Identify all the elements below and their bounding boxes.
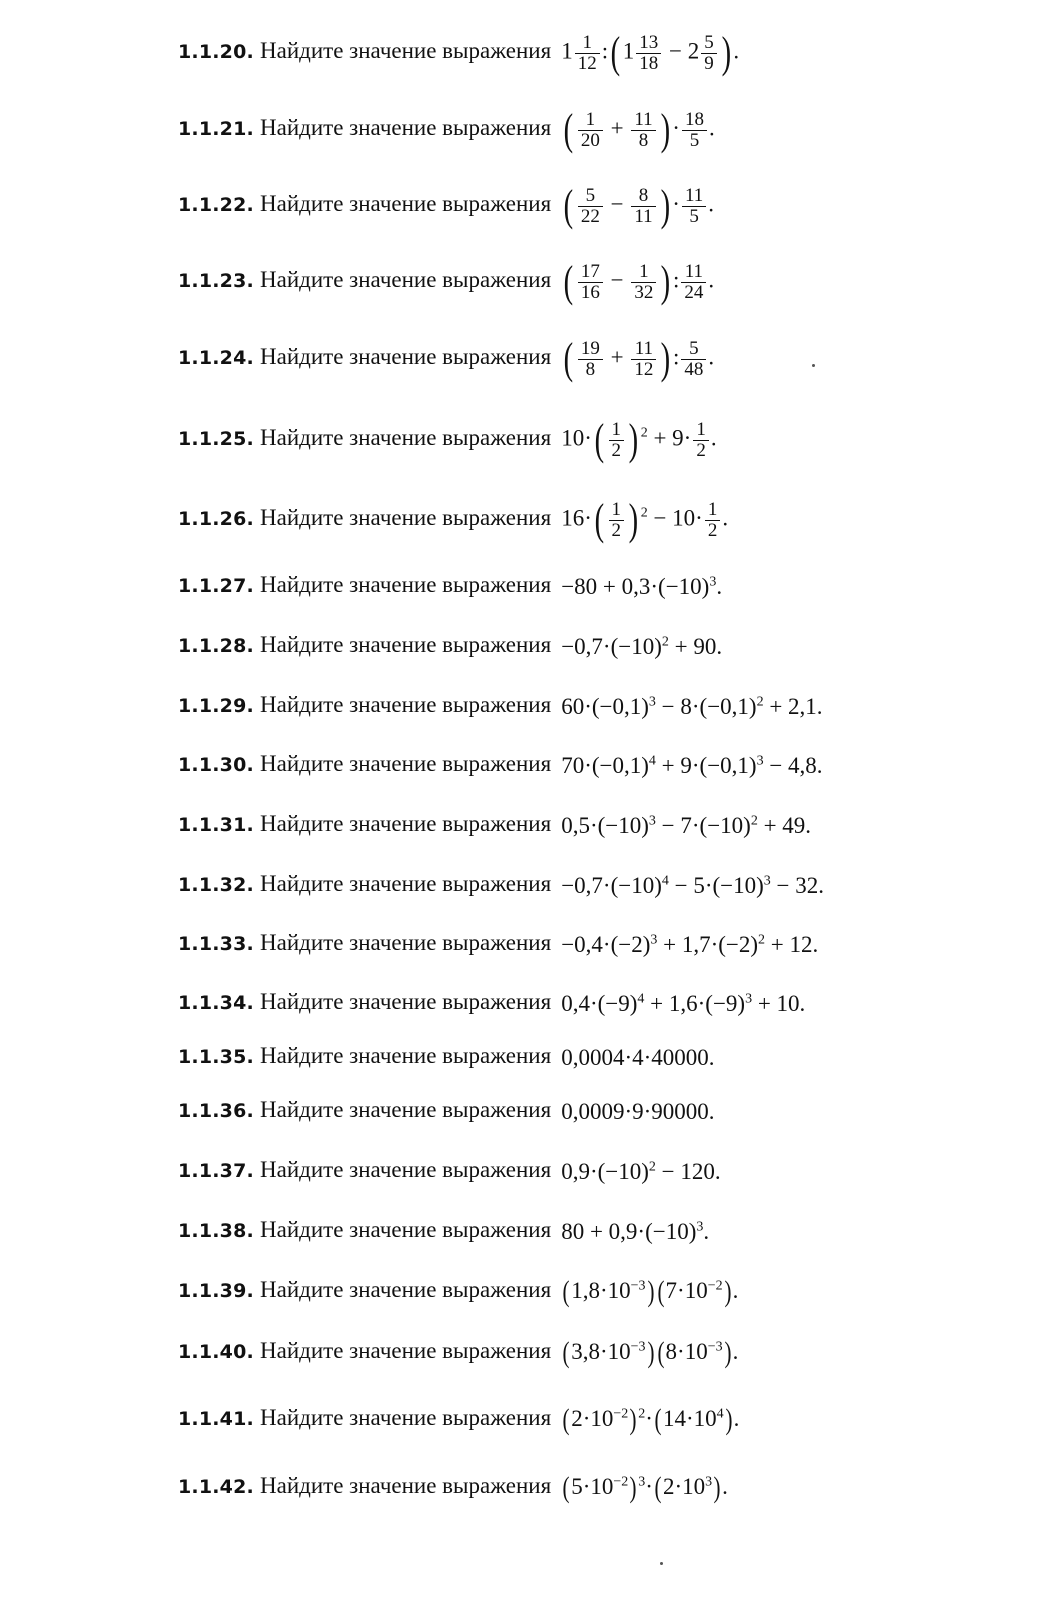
problem-1-1-37 [178,1155,721,1187]
problem-prompt: Найдите значение выражения [260,572,552,597]
problem-1-1-30 [178,749,823,781]
problem-prompt: Найдите значение выражения [260,425,552,451]
problem-number: 1.1.24. [178,347,254,370]
problem-prompt: Найдите значение выражения [260,267,552,293]
problem-number: 1.1.37. [178,1160,254,1182]
expression: $(3,8\cdot 10^{-3})$ $(8\cdot 10^{-3})$. [562,1336,739,1370]
problem-prompt: Найдите значение выражения [260,1157,552,1182]
expression: 1 $\frac{1}{12}$ :( 1 $\frac{13}{18}$ − 2 $\frac{5}{9}$ ) . [561,28,740,77]
problem-1-1-25 [178,415,717,464]
expression: ( $\frac{19}{8}$ + $\frac{11}{12}$ ) : $\frac{5}{48}$ . [563,334,715,383]
expression: 0,0009·9·90000. [561,1098,715,1124]
problem-prompt: Найдите значение выражения [260,344,552,370]
expression: $60\cdot(-0,1)^3 - 8\cdot(-0,1)^2 + 2,1$. [561,693,823,719]
problem-1-1-34 [178,987,805,1019]
problem-1-1-33 [178,928,818,960]
expression: $-80 + 0,3\cdot(-10)^3$. [561,573,723,599]
expression: 0,0004·4·40000. [561,1044,715,1070]
problem-prompt: Найдите значение выражения [260,871,552,896]
problem-1-1-28 [178,630,722,662]
problem-number: 1.1.39. [178,1280,254,1302]
problem-prompt: Найдите значение выражения [260,1277,552,1302]
expression: $(5\cdot 10^{-2})$ $^3\cdot(2\cdot 10^3)$. [562,1471,728,1505]
problem-prompt: Найдите значение выражения [260,115,552,141]
problem-prompt: Найдите значение выражения [260,811,552,836]
expression: $-0,4\cdot(-2)^3 + 1,7\cdot(-2)^2 + 12$. [561,931,819,957]
scan-speck [812,364,815,367]
expression: $0,5\cdot(-10)^3 - 7\cdot(-10)^2 + 49$. [561,812,812,838]
expression: $(2\cdot 10^{-2})$ $^2\cdot(14\cdot 10^4)$. [562,1403,740,1437]
problem-1-1-29 [178,690,823,722]
problem-prompt: Найдите значение выражения [260,692,552,717]
problem-1-1-41 [178,1403,739,1435]
problem-number: 1.1.29. [178,695,254,717]
problem-number: 1.1.36. [178,1100,254,1122]
problem-number: 1.1.25. [178,428,254,451]
problem-number: 1.1.42. [178,1476,254,1498]
expression: ( $\frac{5}{22}$ − $\frac{8}{11}$ ) · $\frac{11}{5}$ . [563,181,715,230]
problem-prompt: Найдите значение выражения [260,1217,552,1242]
problem-1-1-27 [178,570,722,602]
problem-number: 1.1.26. [178,508,254,531]
problem-1-1-35 [178,1041,715,1073]
problem-number: 1.1.28. [178,635,254,657]
problem-number: 1.1.22. [178,194,254,217]
problem-number: 1.1.34. [178,992,254,1014]
problem-prompt: Найдите значение выражения [260,191,552,217]
problem-prompt: Найдите значение выражения [260,989,552,1014]
problem-number: 1.1.35. [178,1046,254,1068]
problem-number: 1.1.31. [178,814,254,836]
expression: $0,4\cdot(-9)^4 + 1,6\cdot(-9)^3 + 10$. [561,990,806,1016]
problem-prompt: Найдите значение выражения [260,505,552,531]
problem-1-1-42 [178,1471,728,1503]
problem-number: 1.1.30. [178,754,254,776]
expression: $-0,7\cdot(-10)^4 - 5\cdot(-10)^3 - 32$. [561,872,825,898]
expression: $80 + 0,9\cdot(-10)^3$. [561,1218,710,1244]
problem-number: 1.1.21. [178,118,254,141]
problem-number: 1.1.41. [178,1408,254,1430]
problem-1-1-36 [178,1095,715,1127]
problem-prompt: Найдите значение выражения [260,38,552,64]
problem-1-1-23 [178,257,715,306]
problem-1-1-20 [178,28,740,77]
problem-1-1-40 [178,1336,738,1368]
problem-number: 1.1.33. [178,933,254,955]
problem-prompt: Найдите значение выражения [260,1473,552,1498]
expression: $0,9\cdot(-10)^2 - 120$. [561,1158,721,1184]
problem-1-1-32 [178,869,824,901]
problem-number: 1.1.27. [178,575,254,597]
problem-prompt: Найдите значение выражения [260,751,552,776]
problem-prompt: Найдите значение выражения [260,632,552,657]
expression: ( $\frac{17}{16}$ − $\frac{1}{32}$ ) : $\frac{11}{24}$ . [563,257,715,306]
problem-number: 1.1.32. [178,874,254,896]
expression: $-0,7\cdot(-10)^2 + 90$. [561,633,723,659]
problem-1-1-24 [178,334,715,383]
problem-number: 1.1.23. [178,270,254,293]
expression: $(1,8\cdot 10^{-3})$ $(7\cdot 10^{-2})$. [562,1275,739,1309]
expression: $70\cdot(-0,1)^4 + 9\cdot(-0,1)^3 - 4,8$. [561,752,823,778]
problem-1-1-39 [178,1275,738,1307]
problem-1-1-22 [178,181,715,230]
problem-number: 1.1.20. [178,41,254,64]
problem-prompt: Найдите значение выражения [260,1043,552,1068]
problem-1-1-21 [178,105,715,154]
expression: 10·( $\frac{1}{2}$ ) $^2$ + 9· $\frac{1}{2}$ . [561,415,717,464]
problem-number: 1.1.40. [178,1341,254,1363]
problem-prompt: Найдите значение выражения [260,1405,552,1430]
scan-speck [660,1562,663,1565]
expression: 16·( $\frac{1}{2}$ ) $^2$ − 10· $\frac{1}{2}$ . [561,495,729,544]
problem-prompt: Найдите значение выражения [260,930,552,955]
problem-1-1-26 [178,495,729,544]
problem-prompt: Найдите значение выражения [260,1097,552,1122]
problem-prompt: Найдите значение выражения [260,1338,552,1363]
expression: ( $\frac{1}{20}$ + $\frac{11}{8}$ ) · $\frac{18}{5}$ . [563,105,715,154]
problem-1-1-31 [178,809,811,841]
problem-1-1-38 [178,1215,709,1247]
problem-number: 1.1.38. [178,1220,254,1242]
